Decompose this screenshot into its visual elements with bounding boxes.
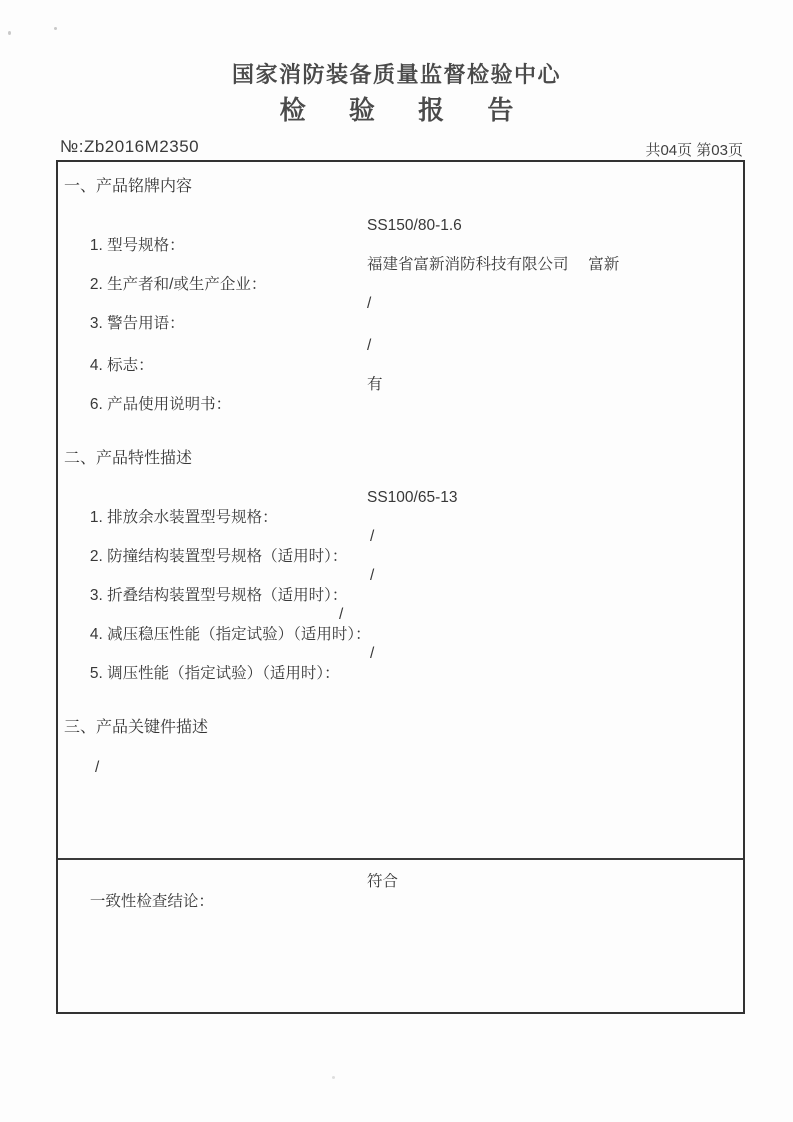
field-label: 6. 产品使用说明书：	[89, 396, 232, 413]
field-value: SS100/65-13	[367, 489, 458, 506]
field-label: 2. 生产者和/或生产企业：	[89, 276, 267, 293]
section-3-content: /	[95, 759, 100, 776]
field-label: 3. 警告用语：	[89, 315, 185, 332]
conclusion-value: 符合	[367, 873, 399, 890]
field-label: 3. 折叠结构装置型号规格（适用时）：	[89, 587, 348, 604]
field-value: /	[370, 567, 375, 584]
section-1-title: 一、产品铭牌内容	[64, 178, 193, 195]
field-value: /	[339, 606, 344, 623]
field-row	[64, 644, 375, 724]
conclusion-row	[64, 872, 399, 952]
section-3-title: 三、产品关键件描述	[64, 719, 209, 736]
scan-speck	[8, 31, 11, 35]
field-label: 1. 型号规格：	[89, 237, 185, 254]
scan-speck	[332, 1076, 335, 1079]
field-value: 福建省富新消防科技有限公司 富新	[367, 256, 620, 273]
field-label: 4. 标志：	[89, 357, 154, 374]
section-2-title: 二、产品特性描述	[64, 450, 193, 467]
field-label: 5. 调压性能（指定试验）（适用时）：	[89, 665, 340, 682]
conclusion-label: 一致性检查结论：	[89, 893, 214, 910]
field-value: 有	[367, 376, 383, 393]
page-indicator: 共04页 第03页	[645, 142, 743, 159]
field-value: SS150/80-1.6	[367, 217, 462, 234]
org-title: 国家消防装备质量监督检验中心	[231, 62, 561, 87]
scan-speck	[54, 27, 57, 30]
field-label: 2. 防撞结构装置型号规格（适用时）：	[89, 548, 348, 565]
report-number: №:Zb2016M2350	[60, 137, 200, 156]
field-label: 4. 减压稳压性能（指定试验）（适用时）：	[89, 626, 371, 643]
field-value: /	[370, 645, 375, 662]
report-form-border	[56, 160, 745, 1014]
field-value: /	[370, 528, 375, 545]
field-label: 1. 排放余水装置型号规格：	[89, 509, 278, 526]
document-title: 检 验 报 告	[279, 95, 532, 125]
conclusion-divider	[58, 858, 743, 860]
field-value: /	[367, 337, 372, 354]
field-row	[64, 375, 383, 455]
field-value: /	[367, 295, 372, 312]
